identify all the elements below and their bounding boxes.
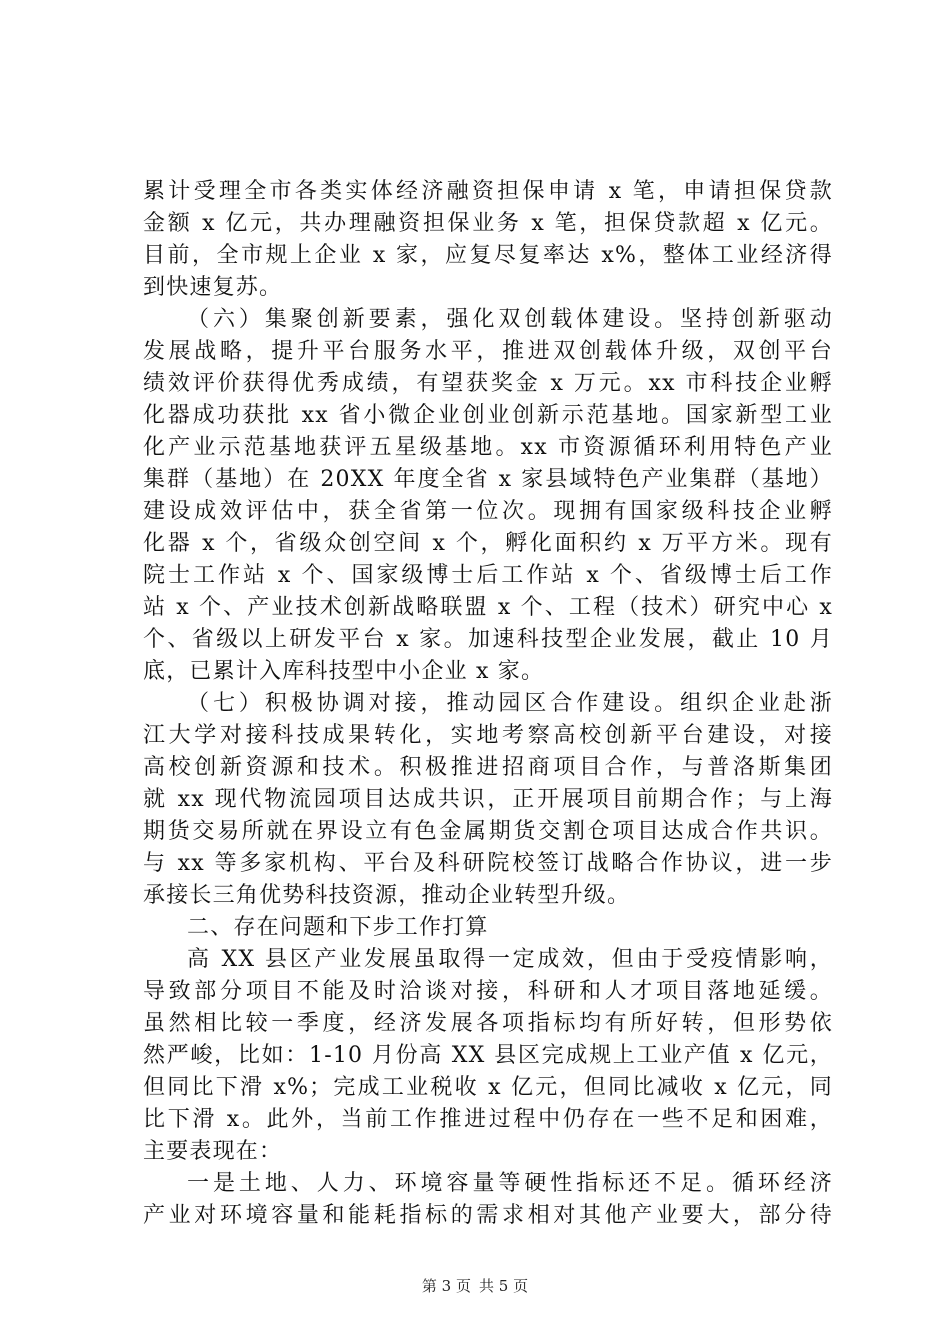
text-line: 高校创新资源和技术。积极推进招商项目合作，与普洛斯集团 bbox=[143, 755, 833, 780]
text-line: 一是土地、人力、环境容量等硬性指标还不足。循环经济 bbox=[187, 1171, 833, 1196]
text-line: 建设成效评估中，获全省第一位次。现拥有国家级科技企业孵 bbox=[143, 499, 833, 524]
text-line: （六）集聚创新要素，强化双创载体建设。坚持创新驱动 bbox=[187, 307, 833, 332]
text-line: 期货交易所就在界设立有色金属期货交割仓项目达成合作共识。 bbox=[143, 819, 833, 844]
text-line: 二、存在问题和下步工作打算 bbox=[187, 915, 489, 940]
text-line: 目前，全市规上企业 x 家，应复尽复率达 x%，整体工业经济得 bbox=[143, 243, 833, 268]
page-footer bbox=[0, 1276, 950, 1296]
text-line: （七）积极协调对接，推动园区合作建设。组织企业赴浙 bbox=[187, 691, 833, 716]
text-line: 承接长三角优势科技资源，推动企业转型升级。 bbox=[143, 883, 631, 908]
text-line: 个、省级以上研发平台 x 家。加速科技型企业发展，截止 10 月 bbox=[143, 627, 833, 652]
text-line: 比下滑 x。此外，当前工作推进过程中仍存在一些不足和困难， bbox=[143, 1107, 833, 1132]
text-line: 主要表现在： bbox=[143, 1139, 283, 1164]
page-total: 共 5 页 bbox=[479, 1277, 529, 1295]
page-number: 第 3 页 bbox=[421, 1277, 471, 1295]
text-line: 就 xx 现代物流园项目达成共识，正开展项目前期合作；与上海 bbox=[143, 787, 833, 812]
text-line: 集群（基地）在 20XX 年度全省 x 家县域特色产业集群（基地） bbox=[143, 467, 833, 492]
document-body bbox=[143, 176, 833, 1232]
text-line: 高 XX 县区产业发展虽取得一定成效，但由于受疫情影响， bbox=[187, 947, 833, 972]
text-line: 化产业示范基地获评五星级基地。xx 市资源循环利用特色产业 bbox=[143, 435, 833, 460]
text-line: 金额 x 亿元，共办理融资担保业务 x 笔，担保贷款超 x 亿元。 bbox=[143, 211, 833, 236]
text-line: 化器 x 个，省级众创空间 x 个，孵化面积约 x 万平方米。现有 bbox=[143, 531, 833, 556]
text-line: 虽然相比较一季度，经济发展各项指标均有所好转，但形势依 bbox=[143, 1011, 833, 1036]
text-line: 但同比下滑 x%；完成工业税收 x 亿元，但同比减收 x 亿元，同 bbox=[143, 1075, 833, 1100]
text-line: 然严峻，比如：1-10 月份高 XX 县区完成规上工业产值 x 亿元， bbox=[143, 1043, 833, 1068]
text-line: 江大学对接科技成果转化，实地考察高校创新平台建设，对接 bbox=[143, 723, 833, 748]
text-line: 化器成功获批 xx 省小微企业创业创新示范基地。国家新型工业 bbox=[143, 403, 833, 428]
text-line: 发展战略，提升平台服务水平，推进双创载体升级，双创平台 bbox=[143, 339, 833, 364]
text-line: 累计受理全市各类实体经济融资担保申请 x 笔，申请担保贷款 bbox=[143, 179, 833, 204]
text-line: 与 xx 等多家机构、平台及科研院校签订战略合作协议，进一步 bbox=[143, 851, 833, 876]
text-line: 到快速复苏。 bbox=[143, 275, 283, 300]
text-line: 底，已累计入库科技型中小企业 x 家。 bbox=[143, 659, 545, 684]
text-line: 绩效评价获得优秀成绩，有望获奖金 x 万元。xx 市科技企业孵 bbox=[143, 371, 833, 396]
text-line: 导致部分项目不能及时洽谈对接，科研和人才项目落地延缓。 bbox=[143, 979, 833, 1004]
text-line: 站 x 个、产业技术创新战略联盟 x 个、工程（技术）研究中心 x bbox=[143, 595, 833, 620]
text-line: 院士工作站 x 个、国家级博士后工作站 x 个、省级博士后工作 bbox=[143, 563, 833, 588]
text-line: 产业对环境容量和能耗指标的需求相对其他产业要大，部分待 bbox=[143, 1203, 833, 1228]
